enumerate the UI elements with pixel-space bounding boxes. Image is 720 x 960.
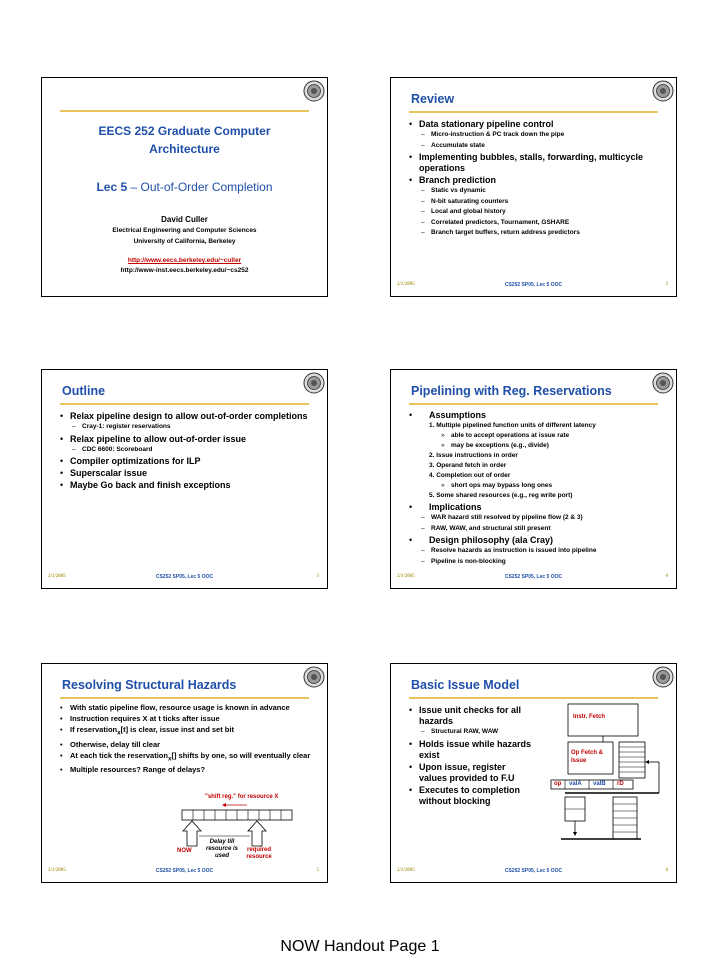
author-univ: University of California, Berkeley bbox=[133, 238, 236, 245]
footer-date: 2/1/2005 bbox=[48, 868, 66, 873]
bullet: • Branch prediction bbox=[409, 175, 666, 186]
bullet: • Implementing bubbles, stalls, forwarding, multicycle operations bbox=[409, 152, 666, 174]
sub-bullet: – Pipeline is non-blocking bbox=[409, 557, 666, 568]
title-rule bbox=[409, 111, 658, 113]
numbered-item: 4. Completion out of order bbox=[429, 472, 511, 479]
bullet: • With static pipeline flow, resource usage is known in advance bbox=[60, 703, 317, 713]
lecture-number: Lec 5 bbox=[96, 180, 128, 194]
numbered-item: 5. Some shared resources (e.g., reg write port) bbox=[429, 492, 573, 499]
slide-outline bbox=[41, 369, 328, 589]
issue-model-diagram bbox=[391, 664, 678, 884]
footer-page: 2 bbox=[665, 282, 668, 287]
bullet: • Relax pipeline design to allow out-of-order completions bbox=[60, 411, 317, 422]
footer-page: 3 bbox=[316, 574, 319, 579]
bullet: • Issue unit checks for all hazards bbox=[409, 705, 536, 727]
writeback-arrow bbox=[645, 760, 649, 764]
course-title-line2: Architecture bbox=[149, 142, 220, 156]
slide-footer bbox=[42, 574, 327, 582]
footer-page: 4 bbox=[665, 574, 668, 579]
footer-date: 2/1/2005 bbox=[397, 868, 415, 873]
bullet: • Instruction requires X at t ticks after issue bbox=[60, 714, 317, 724]
slide-title: Pipelining with Reg. Reservations bbox=[411, 384, 612, 398]
bullet: • Superscalar issue bbox=[60, 468, 317, 479]
sub-bullet: – Structural RAW, WAW bbox=[409, 727, 536, 738]
footer-date: 2/1/2005 bbox=[48, 574, 66, 579]
footer-course: CS252 SP05, Lec 5 OOC bbox=[155, 868, 214, 874]
bullet-subscript: x bbox=[117, 729, 121, 737]
sub-bullet: – Micro-instruction & PC track down the pipe bbox=[409, 130, 666, 141]
bullet: • Relax pipeline to allow out-of-order issue bbox=[60, 434, 317, 445]
slide-body bbox=[60, 410, 317, 491]
sub-bullet: – Branch target buffers, return address predictors bbox=[409, 228, 666, 239]
berkeley-seal-icon bbox=[652, 80, 674, 102]
slide-footer bbox=[391, 868, 676, 876]
delay-label: Delay till resource is used bbox=[205, 839, 239, 859]
slide-body bbox=[409, 118, 666, 239]
sub-bullet: – Accumulate state bbox=[409, 141, 666, 152]
author-dept: Electrical Engineering and Computer Sciences bbox=[112, 227, 257, 234]
bullet: • Data stationary pipeline control bbox=[409, 119, 666, 130]
url-link[interactable] bbox=[42, 257, 327, 264]
instr-fetch-label: Instr. Fetch bbox=[573, 714, 606, 720]
required-label: required resource bbox=[246, 847, 272, 860]
footer-course: CS252 SP05, Lec 5 OOC bbox=[504, 868, 563, 874]
slide-structural-hazards bbox=[41, 663, 328, 883]
bullet-text: [t] is clear, issue inst and set bit bbox=[120, 725, 234, 734]
title-rule bbox=[60, 403, 309, 405]
bullet: • Compiler optimizations for ILP bbox=[60, 456, 317, 467]
bullet: • Multiple resources? Range of delays? bbox=[60, 765, 317, 775]
bullet-text: At each tick the reservation bbox=[70, 750, 168, 760]
title-rule bbox=[60, 110, 309, 112]
numbered-item: 1. Multiple pipelined function units of different latency bbox=[429, 422, 596, 429]
footer-page: 5 bbox=[316, 868, 319, 873]
sub-bullet: – Resolve hazards as instruction is issued into pipeline bbox=[409, 546, 666, 557]
numbered-item: 3. Operand fetch in order bbox=[429, 462, 507, 469]
sub-item: » may be exceptions (e.g., divide) bbox=[409, 441, 666, 451]
sub-bullet: – WAR hazard still resolved by pipeline flow (2 & 3) bbox=[409, 513, 666, 524]
footer-course: CS252 SP05, Lec 5 OOC bbox=[155, 574, 214, 580]
title-rule bbox=[409, 403, 658, 405]
bullet: • Implications bbox=[409, 502, 666, 513]
handout-page-label: NOW Handout Page 1 bbox=[280, 938, 440, 955]
sub-bullet: – N-bit saturating counters bbox=[409, 197, 666, 208]
slide-title: Outline bbox=[62, 384, 106, 398]
sub-item: » short ops may bypass long ones bbox=[409, 481, 666, 491]
op-fetch-label: Op Fetch & Issue bbox=[571, 750, 604, 764]
bullet: • Upon issue, register values provided to F.U bbox=[409, 762, 536, 784]
sub-bullet: – Correlated predictors, Tournament, GSHARE bbox=[409, 218, 666, 229]
sub-bullet: – Static vs dynamic bbox=[409, 186, 666, 197]
bullet-subscript: x bbox=[167, 755, 172, 762]
now-arrow bbox=[183, 821, 201, 846]
bullet-text: If reservation bbox=[70, 725, 118, 734]
bullet: • Design philosophy (ala Cray) bbox=[409, 535, 666, 546]
bullet: • Assumptions bbox=[409, 410, 666, 421]
numbered-item: 2. Issue instructions in order bbox=[429, 452, 518, 459]
lecture-name: Out-of-Order Completion bbox=[140, 180, 273, 194]
slide-review bbox=[390, 77, 677, 297]
bullet: • Executes to completion without blocking bbox=[409, 785, 536, 807]
slide-footer bbox=[391, 574, 676, 582]
field-rd: rD bbox=[617, 781, 624, 787]
author-name: David Culler bbox=[161, 215, 208, 224]
slide-basic-issue bbox=[390, 663, 677, 883]
bullet: • Otherwise, delay till clear bbox=[60, 740, 317, 750]
course-title-line1: EECS 252 Graduate Computer bbox=[98, 124, 271, 138]
slide-title: Review bbox=[411, 92, 455, 106]
field-valb: valB bbox=[593, 781, 606, 787]
footer-course: CS252 SP05, Lec 5 OOC bbox=[504, 574, 563, 580]
footer-page: 6 bbox=[665, 868, 668, 873]
bullet-text: [] shifts by one, so will eventually clear bbox=[171, 750, 311, 760]
slide-footer bbox=[391, 282, 676, 290]
required-arrow bbox=[248, 821, 266, 846]
slide-body bbox=[409, 409, 666, 567]
slide-title bbox=[41, 77, 328, 297]
shift-arrowhead bbox=[222, 803, 226, 807]
slide-reg-reservations bbox=[390, 369, 677, 589]
shift-reg-label: "shift reg." for resource X bbox=[205, 794, 279, 800]
bullet: • Maybe Go back and finish exceptions bbox=[60, 480, 317, 491]
bullet: • Holds issue while hazards exist bbox=[409, 739, 536, 761]
berkeley-seal-icon bbox=[303, 372, 325, 394]
footer-course: CS252 SP05, Lec 5 OOC bbox=[504, 282, 563, 288]
lecture-separator: – bbox=[127, 180, 141, 194]
field-op: op bbox=[554, 781, 562, 787]
url-link-text[interactable]: http://www.eecs.berkeley.edu/~culler bbox=[127, 257, 242, 264]
sub-bullet: – Cray-1: register reservations bbox=[60, 422, 317, 433]
sub-bullet: – Local and global history bbox=[409, 207, 666, 218]
berkeley-seal-icon bbox=[303, 80, 325, 102]
register-file bbox=[619, 742, 645, 778]
sub-bullet: – CDC 6600: Scoreboard bbox=[60, 445, 317, 456]
slide-title: Basic Issue Model bbox=[411, 678, 520, 692]
sub-bullet: – RAW, WAW, and structural still present bbox=[409, 524, 666, 535]
field-vala: valA bbox=[569, 781, 582, 787]
footer-date: 2/1/2005 bbox=[397, 282, 415, 287]
now-label: NOW bbox=[177, 848, 192, 854]
footer-date: 2/1/2005 bbox=[397, 574, 415, 579]
sub-item: » able to accept operations at issue rate bbox=[409, 431, 666, 441]
slide-footer bbox=[42, 868, 327, 876]
course-url: http://www-inst.eecs.berkeley.edu/~cs252 bbox=[120, 267, 249, 274]
instr-fetch-box bbox=[568, 704, 638, 736]
berkeley-seal-icon bbox=[652, 372, 674, 394]
lecture-title bbox=[42, 180, 327, 194]
fu-output-arrow bbox=[573, 832, 577, 836]
slide-title: Resolving Structural Hazards bbox=[62, 678, 237, 692]
